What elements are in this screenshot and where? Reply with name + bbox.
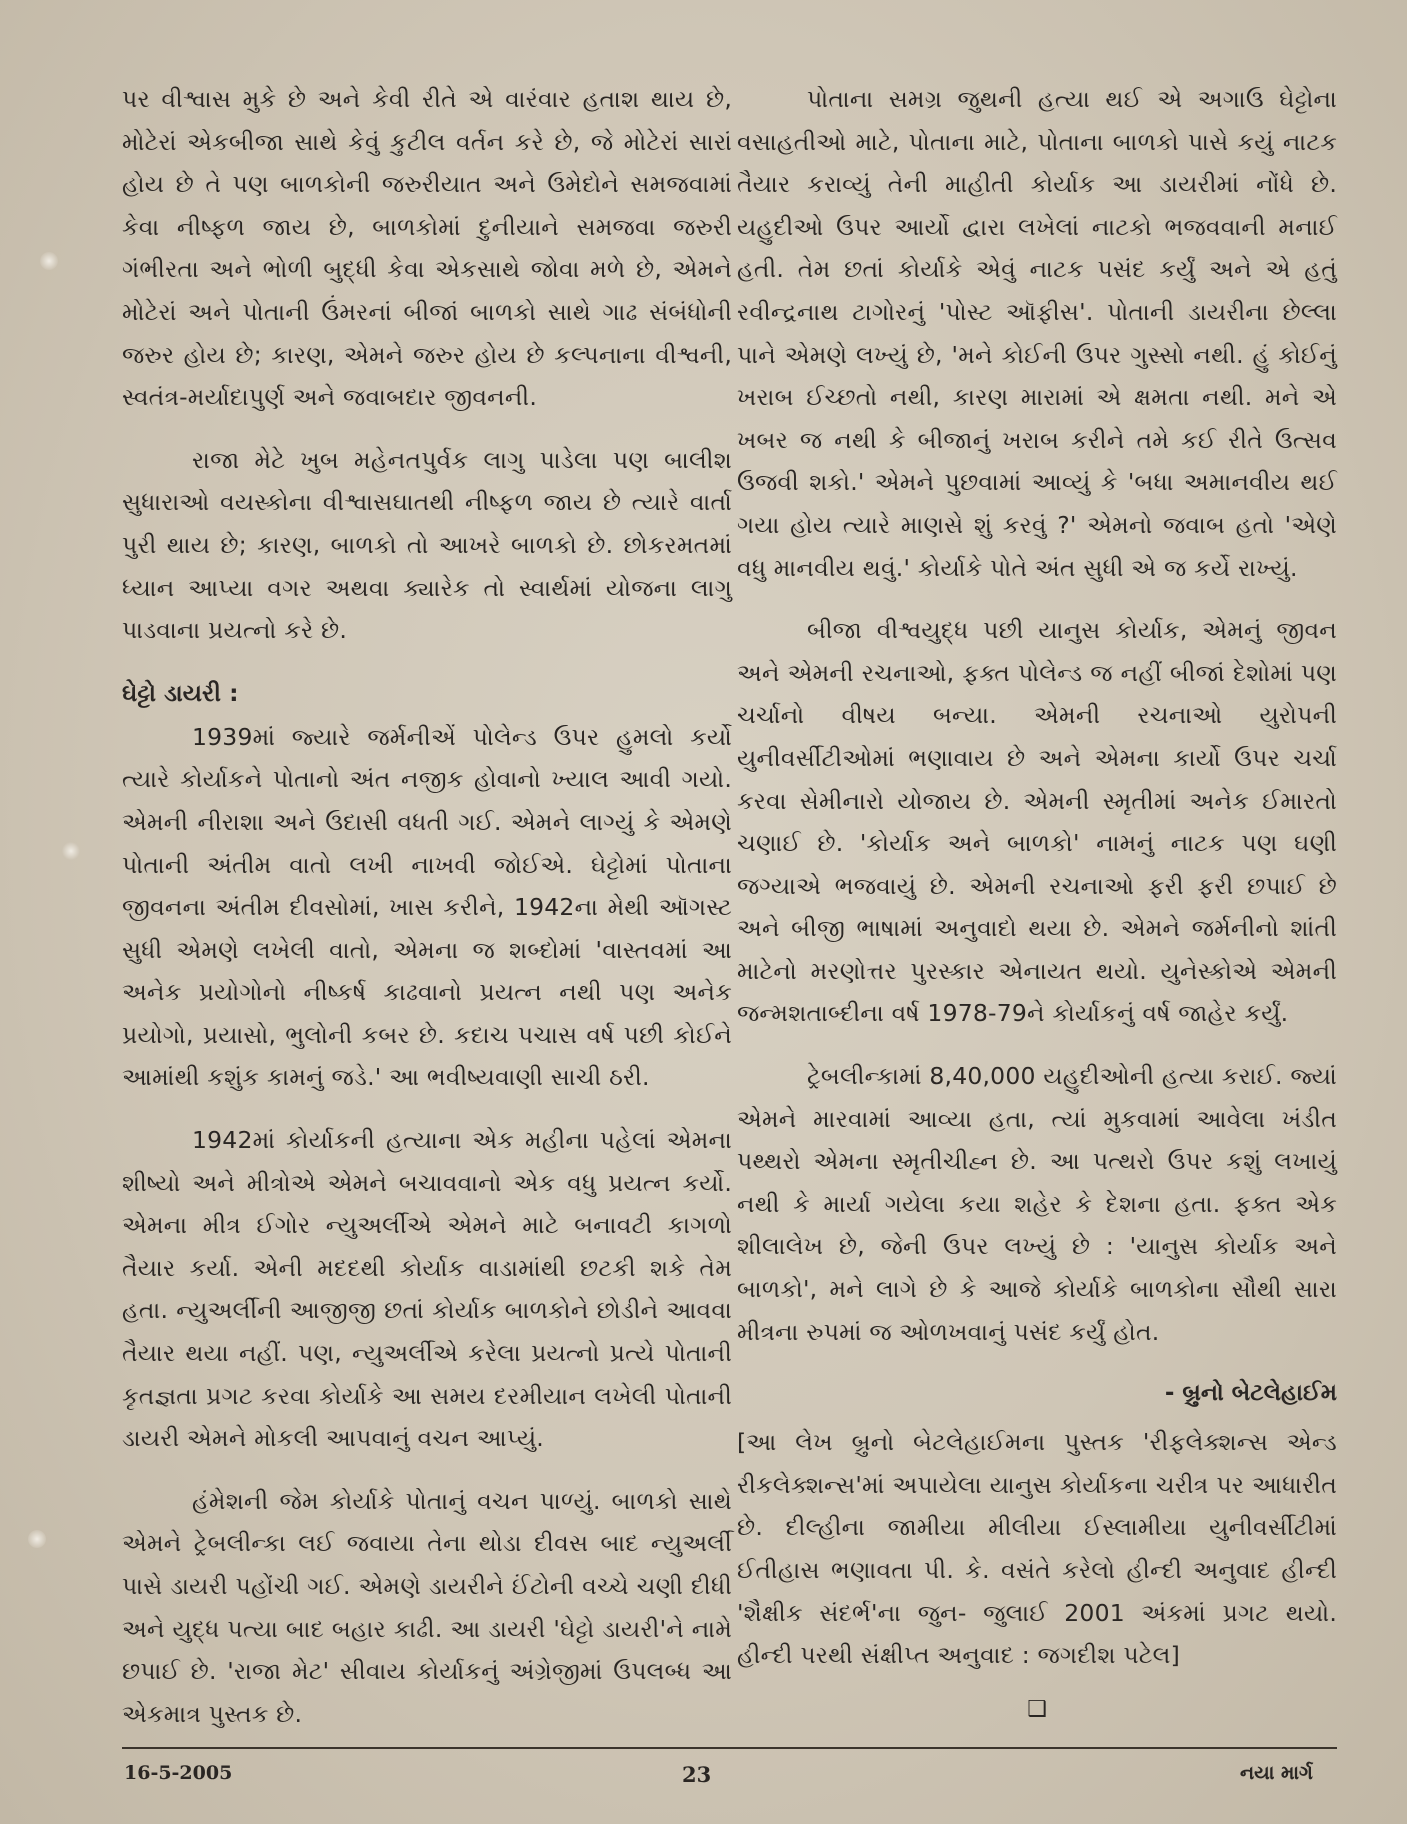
section-heading: ઘેટ્ટો ડાયરી :: [122, 678, 239, 707]
magazine-name: નયા માર્ગ: [1240, 1762, 1313, 1784]
left-column: [122, 78, 732, 1755]
author-signature: - બ્રુનો બેટલેહાઈમ: [1164, 1380, 1337, 1407]
pinhole-mark: [62, 842, 80, 860]
pinhole-mark: [40, 252, 58, 270]
end-mark-icon: ❑: [1027, 1696, 1047, 1722]
left-paragraph-3: 1939માં જ્યારે જર્મનીએં પોલેન્ડ ઉપર હુમલો કર્યો ત્યારે કોર્યાકને પોતાનો અંત નજીક હોવાનો ખ્યાલ આવી ગયો. એમની નીરાશા અને ઉદાસી વધતી ગઈ. એમને લાગ્યું કે એમણે પોતાની અંતીમ વાતો લખી નાખવી જોઈએ. ઘેટ્ટોમાં પોતાના જીવનના અંતીમ દીવસોમાં, ખાસ કરીને, 1942ના મેથી ઑગસ્ટ સુધી એમણે લખેલી વાતો, એમના જ શબ્દોમાં 'વાસ્તવમાં આ અનેક પ્રયોગોનો નીષ્કર્ષ કાઢવાનો પ્રયત્ન નથી પણ અનેક પ્રયોગો, પ્રયાસો, ભુલોની કબર છે. કદાચ પચાસ વર્ષ પછી કોઈને આમાંથી કશુંક કામનું જડે.' આ ભવીષ્યવાણી સાચી ઠરી.: [122, 722, 732, 1092]
source-note: [આ લેખ બ્રુનો બેટલેહાઈમના પુસ્તક 'રીફલેક્શન્સ એન્ડ રીકલેક્શન્સ'માં અપાયેલા યાનુસ કોર્યાકના ચરીત્ર પર આધારીત છે. દીલ્હીના જામીયા મીલીયા ઈસ્લામીયા યુનીવર્સીટીમાં ઈતીહાસ ભણાવતા પી. કે. વસંતે કરેલો હીન્દી અનુવાદ હીન્દી 'શૈક્ષીક સંદર્ભ'ના જુન- જુલાઈ 2001 અંકમાં પ્રગટ થયો. હીન્દી પરથી સંક્ષીપ્ત અનુવાદ : જગદીશ પટેલ]: [737, 1428, 1337, 1670]
right-paragraph-2: બીજા વીશ્વયુદ્ધ પછી યાનુસ કોર્યાક, એમનું જીવન અને એમની રચનાઓ, ફક્ત પોલેન્ડ જ નહીં બીજાં દેશોમાં પણ ચર્ચાનો વીષય બન્યા. એમની રચનાઓ યુરોપની યુનીવર્સીટીઓમાં ભણાવાય છે અને એમના કાર્યો ઉપર ચર્ચા કરવા સેમીનારો યોજાય છે. એમની સ્મૃતીમાં અનેક ઈમારતો ચણાઈ છે. 'કોર્યાક અને બાળકો' નામનું નાટક પણ ઘણી જગ્યાએ ભજવાયું છે. એમની રચનાઓ ફરી ફરી છપાઈ છે અને બીજી ભાષામાં અનુવાદો થયા છે. એમને જર્મનીનો શાંતી માટેનો મરણોત્તર પુરસ્કાર એનાયત થયો. યુનેસ્કોએ એમની જન્મશતાબ્દીના વર્ષ 1978-79ને કોર્યાકનું વર્ષ જાહેર કર્યું.: [737, 616, 1337, 1028]
left-paragraph-1: પર વીશ્વાસ મુકે છે અને કેવી રીતે એ વારંવાર હતાશ થાય છે, મોટેરાં એકબીજા સાથે કેવું કુટીલ વર્તન કરે છે, જે મોટેરાં સારાં હોય છે તે પણ બાળકોની જરુરીયાત અને ઉમેદોને સમજવામાં કેવા નીષ્ફળ જાય છે, બાળકોમાં દુનીયાને સમજવા જરુરી ગંભીરતા અને ભોળી બુદ્ધી કેવા એકસાથે જોવા મળે છે, એમને મોટેરાં અને પોતાની ઉંમરનાં બીજાં બાળકો સાથે ગાઢ સંબંધોની જરુર હોય છે; કારણ, એમને જરુર હોય છે કલ્પનાના વીશ્વની, સ્વતંત્ર-મર્યાદાપુર્ણ અને જવાબદાર જીવનની.: [122, 85, 732, 412]
footer-date: 16-5-2005: [124, 1762, 233, 1784]
left-paragraph-4: 1942માં કોર્યાકની હત્યાના એક મહીના પહેલાં એમના શીષ્યો અને મીત્રોએ એમને બચાવવાનો એક વધુ પ્રયત્ન કર્યો. એમના મીત્ર ઈગોર ન્યુઅર્લીએ એમને માટે બનાવટી કાગળો તૈયાર કર્યા. એની મદદથી કોર્યાક વાડામાંથી છટકી શકે તેમ હતા. ન્યુઅર્લીની આજીજી છતાં કોર્યાક બાળકોને છોડીને આવવા તૈયાર થયા નહીં. પણ, ન્યુઅર્લીએ કરેલા પ્રયત્નો પ્રત્યે પોતાની કૃતજ્ઞતા પ્રગટ કરવા કોર્યાકે આ સમય દરમીયાન લખેલી પોતાની ડાયરી એમને મોકલી આપવાનું વચન આપ્યું.: [122, 1126, 732, 1453]
left-paragraph-2: રાજા મેટે ખુબ મહેનતપુર્વક લાગુ પાડેલા પણ બાલીશ સુધારાઓ વયસ્કોના વીશ્વાસઘાતથી નીષ્ફળ જાય છે ત્યારે વાર્તા પુરી થાય છે; કારણ, બાળકો તો આખરે બાળકો છે. છોકરમતમાં ધ્યાન આપ્યા વગર અથવા ક્યારેક તો સ્વાર્થમાં યોજના લાગુ પાડવાના પ્રયત્નો કરે છે.: [122, 445, 732, 645]
right-column: [737, 78, 1337, 1722]
right-paragraph-3: ટ્રેબલીન્કામાં 8,40,000 યહુદીઓની હત્યા કરાઈ. જ્યાં એમને મારવામાં આવ્યા હતા, ત્યાં મુકવામાં આવેલા ખંડીત પથ્થરો એમના સ્મૃતીચીહ્ન છે. આ પત્થરો ઉપર કશું લખાયું નથી કે માર્યા ગયેલા કયા શહેર કે દેશના હતા. ફક્ત એક શીલાલેખ છે, જેની ઉપર લખ્યું છે : 'યાનુસ કોર્યાક અને બાળકો', મને લાગે છે કે આજે કોર્યાકે બાળકોના સૌથી સારા મીત્રના રુપમાં જ ઓળખવાનું પસંદ કર્યું હોત.: [737, 1062, 1337, 1346]
page-number: 23: [682, 1762, 712, 1787]
pinhole-mark: [28, 1530, 46, 1548]
footer-rule: [122, 1747, 1337, 1749]
right-paragraph-1: પોતાના સમગ્ર જુથની હત્યા થઈ એ અગાઉ ઘેટ્ટોના વસાહતીઓ માટે, પોતાના માટે, પોતાના બાળકો પાસે કયું નાટક તૈયાર કરાવ્યું તેની માહીતી કોર્યાક આ ડાયરીમાં નોંધે છે. યહુદીઓ ઉપર આર્યો દ્વારા લખેલાં નાટકો ભજવવાની મનાઈ હતી. તેમ છતાં કોર્યાકે એવું નાટક પસંદ કર્યું અને એ હતું રવીન્દ્રનાથ ટાગોરનું 'પોસ્ટ ઑફીસ'. પોતાની ડાયરીના છેલ્લા પાને એમણે લખ્યું છે, 'મને કોઈની ઉપર ગુસ્સો નથી. હું કોઈનું ખરાબ ઈચ્છતો નથી, કારણ મારામાં એ ક્ષમતા નથી. મને એ ખબર જ નથી કે બીજાનું ખરાબ કરીને તમે કઈ રીતે ઉત્સવ ઉજવી શકો.' એમને પુછવામાં આવ્યું કે 'બધા અમાનવીય થઈ ગયા હોય ત્યારે માણસે શું કરવું ?' એમનો જવાબ હતો 'એણે વધુ માનવીય થવું.' કોર્યાકે પોતે અંત સુધી એ જ કર્યે રાખ્યું.: [737, 85, 1337, 582]
left-paragraph-5: હંમેશની જેમ કોર્યાકે પોતાનું વચન પાળ્યું. બાળકો સાથે એમને ટ્રેબલીન્કા લઈ જવાયા તેના થોડા દીવસ બાદ ન્યુઅર્લી પાસે ડાયરી પહોંચી ગઈ. એમણે ડાયરીને ઈંટોની વચ્ચે ચણી દીધી અને યુદ્ધ પત્યા બાદ બહાર કાઢી. આ ડાયરી 'ઘેટ્ટો ડાયરી'ને નામે છપાઈ છે. 'રાજા મેટ' સીવાય કોર્યાકનું અંગ્રેજીમાં ઉપલબ્ધ આ એકમાત્ર પુસ્તક છે.: [122, 1486, 732, 1728]
